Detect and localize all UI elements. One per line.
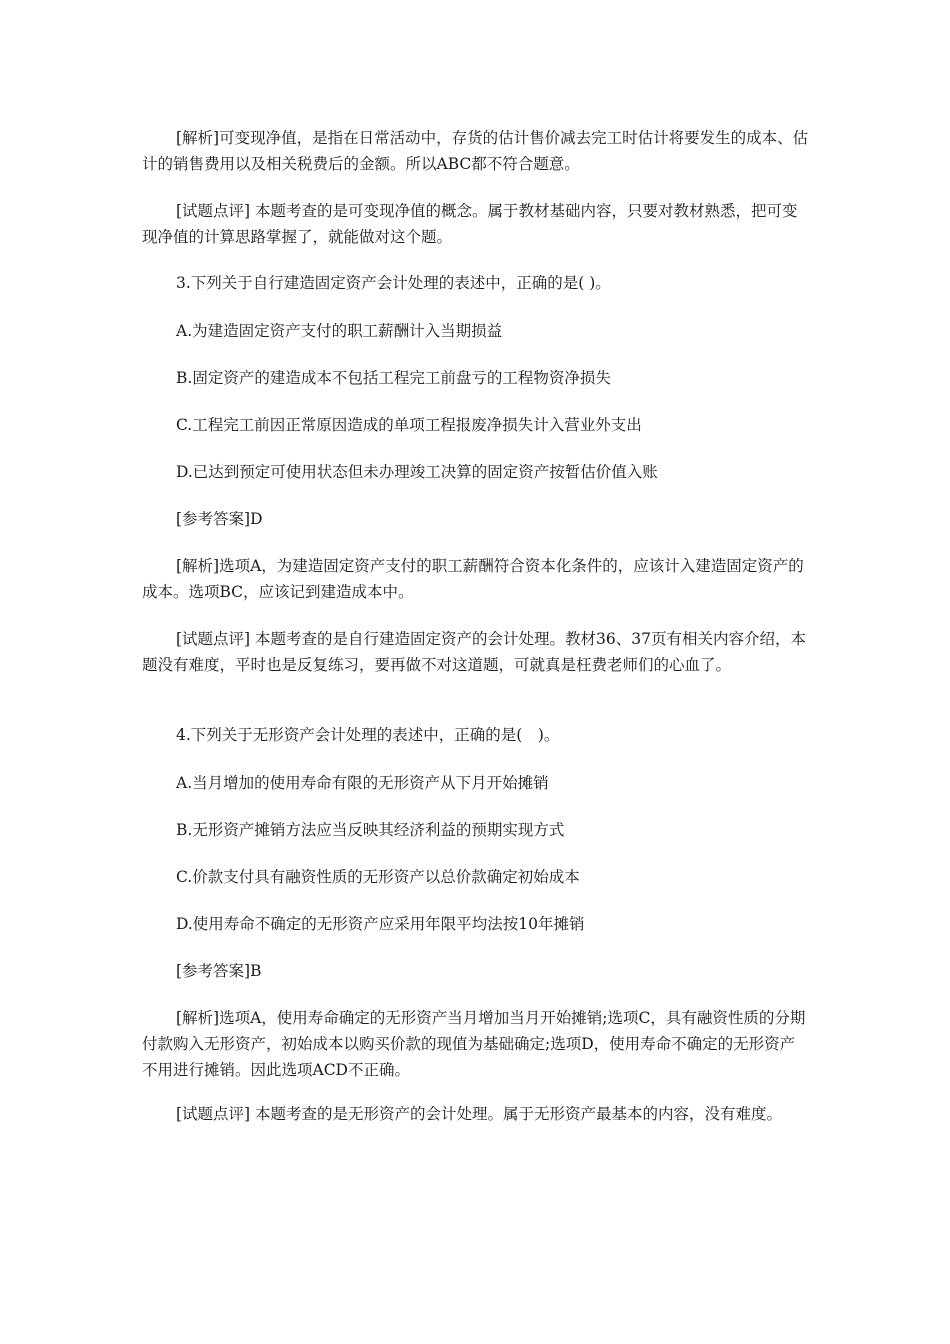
question-3-option-a: A.为建造固定资产支付的职工薪酬计入当期损益 <box>176 322 503 340</box>
review-paragraph-q3: [试题点评] 本题考查的是自行建造固定资产的会计处理。教材36、37页有相关内容介绍，本题没有难度，平时也是反复练习，要再做不对这道题，可就真是枉费老师们的心血了。 <box>142 630 806 674</box>
question-4-stem: 4.下列关于无形资产会计处理的表述中，正确的是( )。 <box>176 726 560 744</box>
analysis-paragraph-q2: [解析]可变现净值，是指在日常活动中，存货的估计售价减去完工时估计将要发生的成本、估计的销售费用以及相关税费后的金额。所以ABC都不符合题意。 <box>142 129 809 173</box>
question-4-answer: [参考答案]B <box>176 962 262 980</box>
question-4-option-d: D.使用寿命不确定的无形资产应采用年限平均法按10年摊销 <box>176 915 585 933</box>
review-paragraph-q2: [试题点评] 本题考查的是可变现净值的概念。属于教材基础内容，只要对教材熟悉，把可变现净值的计算思路掌握了，就能做对这个题。 <box>142 202 798 246</box>
question-4-option-b: B.无形资产摊销方法应当反映其经济利益的预期实现方式 <box>176 821 565 839</box>
question-3-option-c: C.工程完工前因正常原因造成的单项工程报废净损失计入营业外支出 <box>176 416 642 434</box>
question-4-option-c: C.价款支付具有融资性质的无形资产以总价款确定初始成本 <box>176 868 580 886</box>
analysis-paragraph-q4: [解析]选项A，使用寿命确定的无形资产当月增加当月开始摊销;选项C，具有融资性质的分期付款购入无形资产，初始成本以购买价款的现值为基础确定;选项D，使用寿命不确定的无形资产不用进行摊销。因此选项ACD不正确。 <box>142 1009 806 1079</box>
question-3-stem: 3.下列关于自行建造固定资产会计处理的表述中，正确的是( )。 <box>176 274 611 292</box>
question-3-option-d: D.已达到预定可使用状态但未办理竣工决算的固定资产按暂估价值入账 <box>176 463 658 481</box>
analysis-paragraph-q3: [解析]选项A，为建造固定资产支付的职工薪酬符合资本化条件的，应该计入建造固定资产的成本。选项BC，应该记到建造成本中。 <box>142 557 804 601</box>
question-4-option-a: A.当月增加的使用寿命有限的无形资产从下月开始摊销 <box>176 774 549 792</box>
question-3-answer: [参考答案]D <box>176 510 263 528</box>
question-3-option-b: B.固定资产的建造成本不包括工程完工前盘亏的工程物资净损失 <box>176 369 611 387</box>
review-paragraph-q4: [试题点评] 本题考查的是无形资产的会计处理。属于无形资产最基本的内容，没有难度。 <box>176 1105 783 1123</box>
